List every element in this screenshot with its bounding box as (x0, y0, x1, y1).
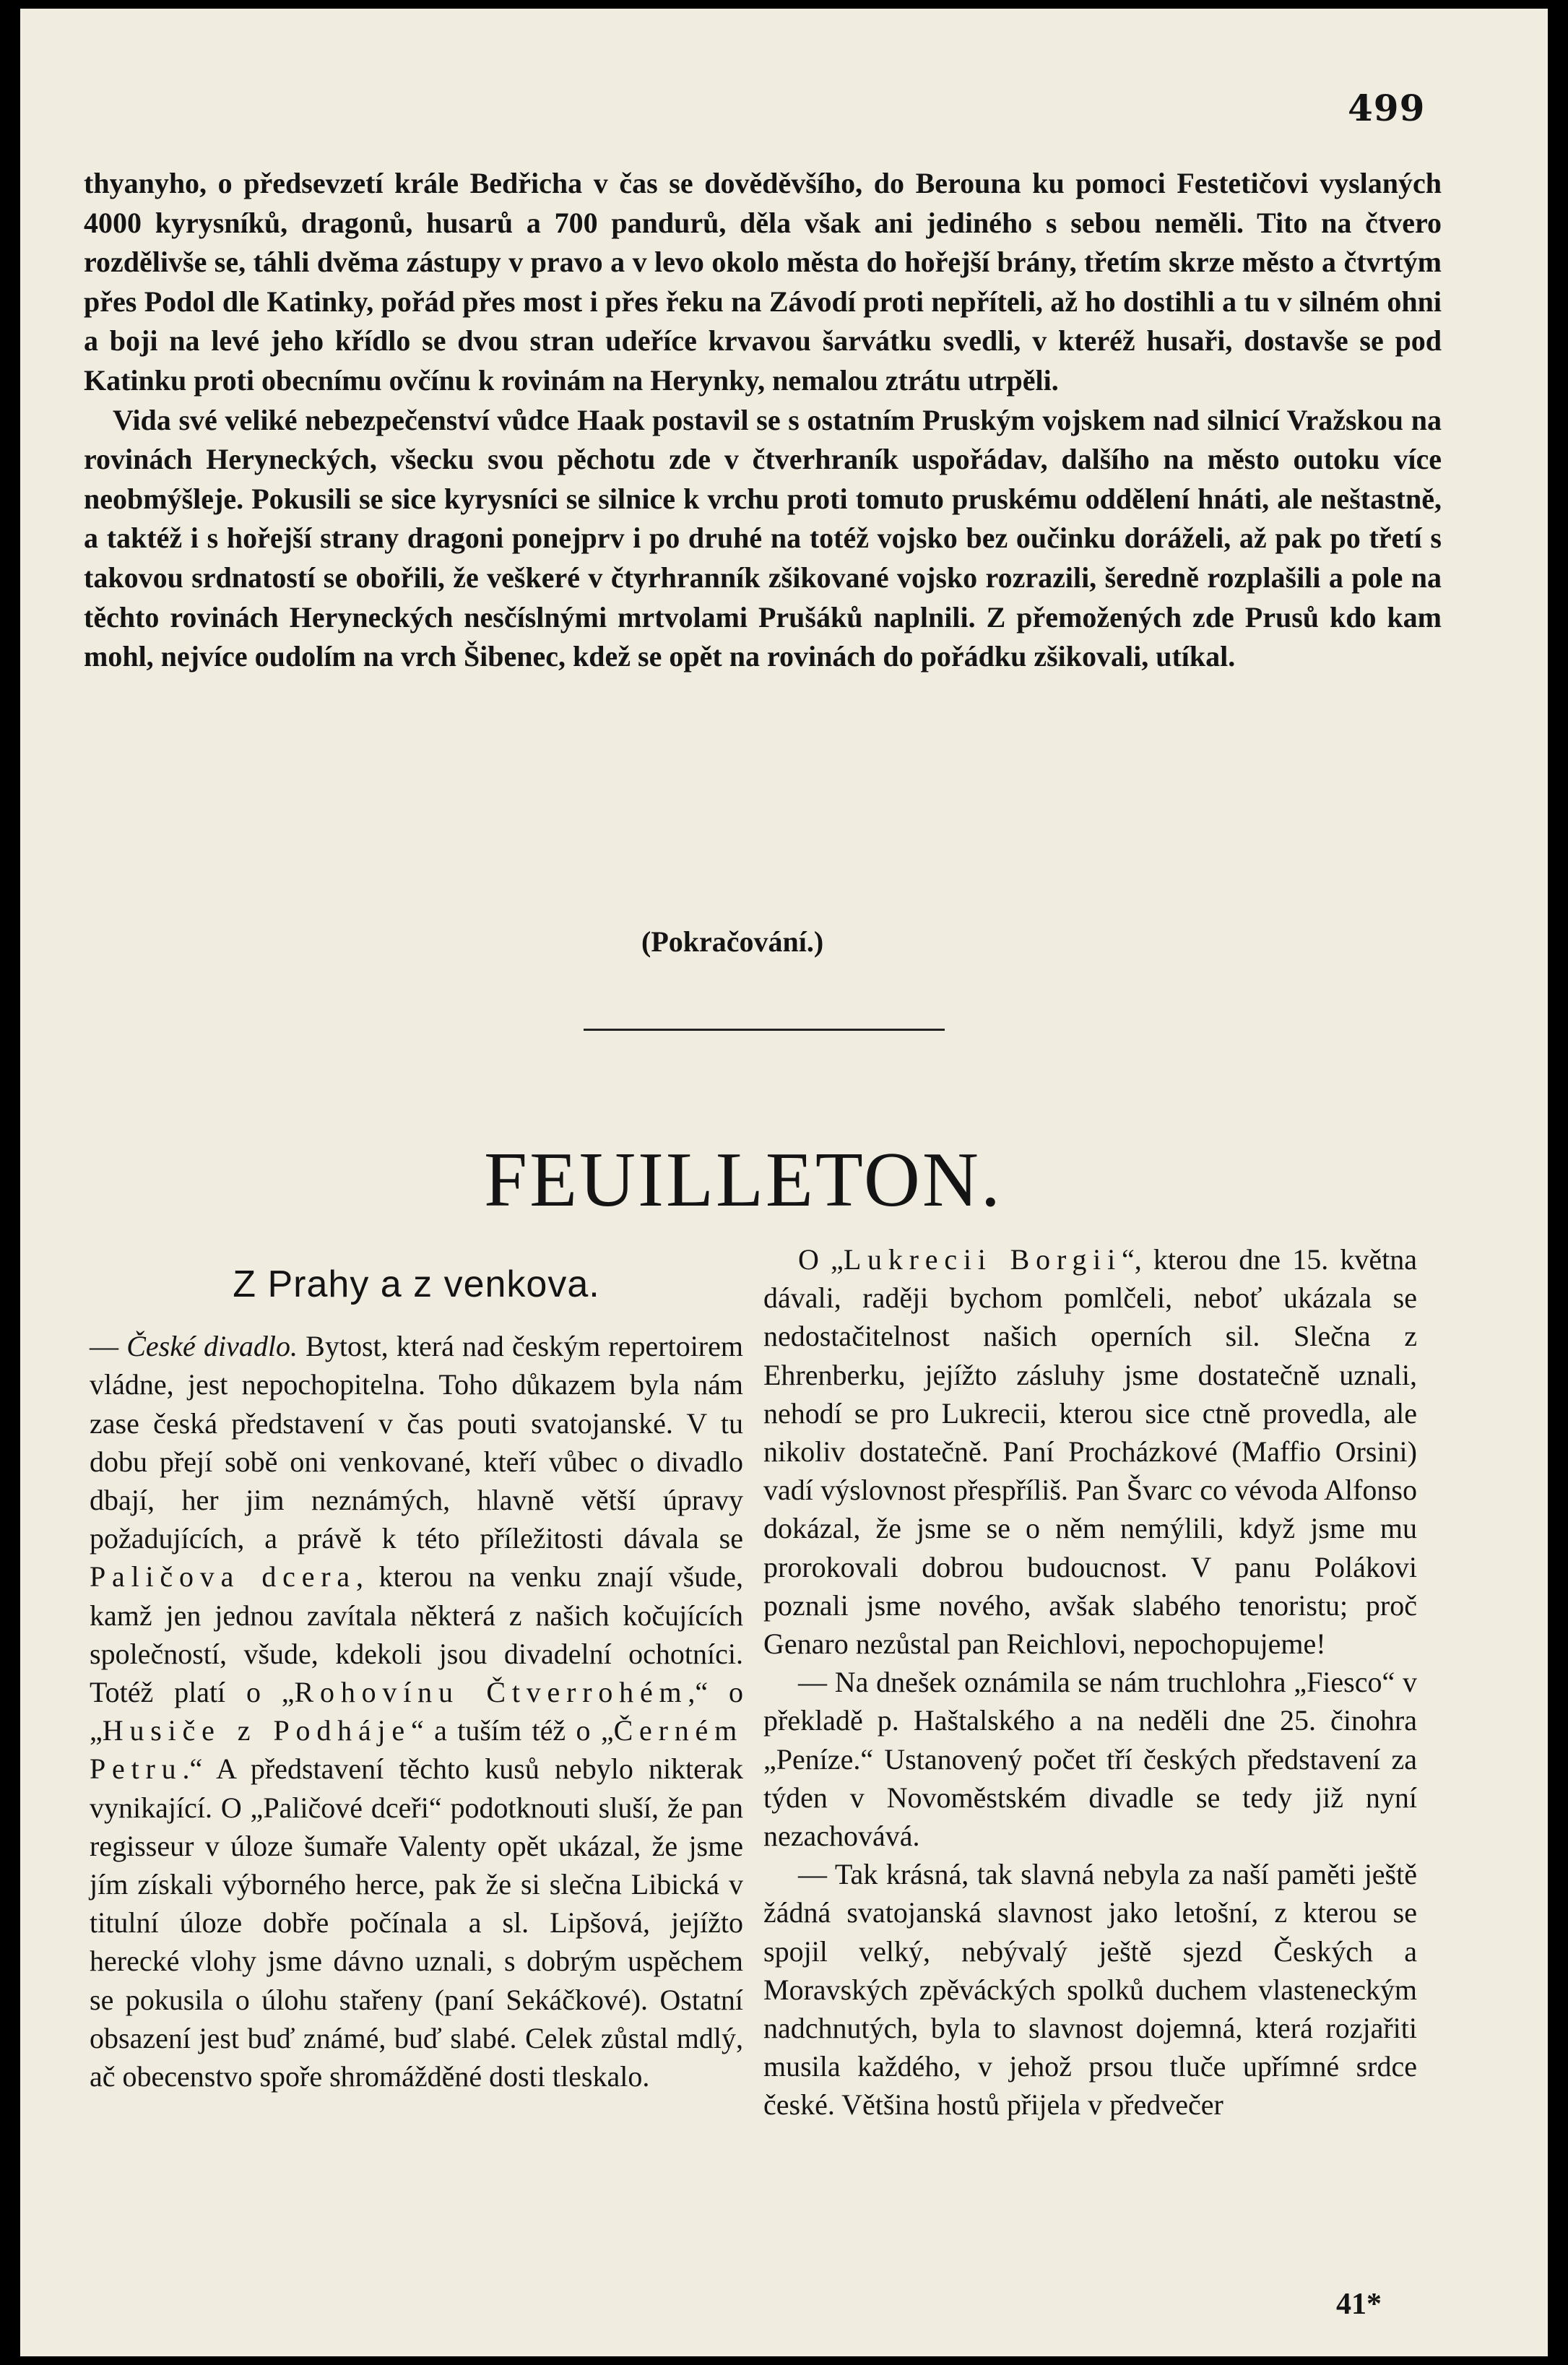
text-run: “ a tuším též o „ (410, 1714, 614, 1747)
play-title: Husiče z Podháje (102, 1714, 411, 1747)
signature-mark: 41* (1336, 2288, 1382, 2321)
history-paragraph-1: thyanyho, o předsevzetí krále Bedřicha v čas se dověděvšího, do Berouna ku pomoci Festetičovi vyslaných 4000 kyrysníků, dragonů, husarů a 700 pandurů, děla však ani jediného s sebou neměli. Tito na čtvero rozdělivše se, táhli dvěma zástupy v pravo a v levo okolo města do hořejší brány, třetím skrze město a čtvrtým přes Podol dle Katinky, pořád přes most i přes řeku na Závodí proti nepříteli, až ho dostihli a tu v silném ohni a boji na levé jeho křídlo se dvou stran udeříce krvavou šarvátku svedli, v kteréž husaři, dostavše se pod Katinku proti obecnímu ovčínu k rovinám na Herynky, nemalou ztrátu utrpěli. (84, 167, 1442, 397)
history-paragraph-2: Vida své veliké nebezpečenství vůdce Haak postavil se s ostatním Pruským vojskem nad silnicí Vražskou na rovinách Heryneckých, všecku svou pěchotu zde v čtverhraník uspořádav, dalšího na město outoku více neobmýšleje. Pokusili se sice kyrysníci se silnice k vrchu proti tomuto pruskému oddělení hnáti, ale neštastně, a taktéž i s hořejší strany dragoni ponejprv i po druhé na totéž vojsko bez oučinku doráželi, až pak po třetí s takovou srdnatostí se obořili, že veškeré v čtyrhranník zšikované vojsko rozrazili, šeredně rozplašili a pole na těchto rovinách Heryneckých nesčíslnými mrtvolami Prušáků naplnili. Z přemožených zde Prusů kdo kam mohl, nejvíce oudolím na vrch Šibenec, kdež se opět na rovinách do pořádku zšikovali, utíkal. (84, 403, 1442, 673)
play-title: Černém Petru (90, 1714, 743, 1786)
theatre-paragraph (90, 1327, 743, 2096)
section-divider (584, 1029, 945, 1031)
continued-note: (Pokračování.) (641, 925, 824, 958)
dash: — (90, 1330, 127, 1363)
section-title: Z Prahy a z venkova. (233, 1263, 600, 1305)
text-run: .“ A představení těchto kusů nebylo nikterak vynikající. O „Paličové dceři“ podotknouti sluší, že pan regisseur v úloze šumaře Valenty opět ukázal, že jsme jím získali výborného herce, pak že si slečna Libická v titulní úloze dobře počínala a sl. Lipšová, jejížto herecké vlohy jsme dávno uznali, s dobrým uspěchem se pokusila o úlohu stařeny (paní Sekáčkové). Ostatní obsazení jest buď známé, buď slabé. Celek zůstal mdlý, ač obecenstvo spoře shromážděné dosti tleskalo. (90, 1752, 743, 2093)
play-title: Paličova dcera (90, 1560, 356, 1594)
right-column (763, 1240, 1417, 2124)
history-article (84, 164, 1442, 677)
text-run: O „ (798, 1243, 844, 1276)
feuilleton-heading: FEUILLETON. (484, 1137, 1002, 1223)
text-run: “, kterou dne 15. května dávali, raději bychom pomlčeli, neboť ukázala se nedostačitelnost našich operních sil. Slečna z Ehrenberku, jejížto zásluhy jsme dostatečně uznali, nehodí se pro Lukrecii, kterou sice ctně provedla, ale nikoliv dostatečně. Paní Procházkové (Maffio Orsini) vadí výslovnost přespříliš. Pan Švarc co vévoda Alfonso dokázal, že jsme se o něm nemýlili, když jsme mu prorokovali dobrou budoucnost. V panu Polákovi poznali jsme nového, avšak slabého tenoristu; proč Genaro nezůstal pan Reichlovi, nepochopujeme! (763, 1243, 1417, 1661)
theatre-label: České divadlo. (126, 1330, 298, 1363)
text-run: Bytost, která nad českým repertoirem vládne, jest nepochopitelna. Toho důkazem byla nám zase česká představení v čas pouti svatojanské. V tu dobu přejí sobě oni venkované, kteří vůbec o divadlo dbají, her jim neznámých, hlavně větší úpravy požadujících, a právě k této příležitosti dávala se (90, 1330, 743, 1555)
festival-paragraph: — Tak krásná, tak slavná nebyla za naší paměti ještě žádná svatojanská slavnost jako letošní, z kterou se spojil velký, nebývalý ještě sjezd Českých a Moravských zpěváckých spolků duchem vlasteneckým nadchnutých, byla to slavnost dojemná, která rozjařiti musila každého, v jehož prsou tluče upřímné srdce české. Většina hostů přijela v předvečer (763, 1858, 1417, 2122)
page-number: 499 (1348, 87, 1426, 129)
play-title: Rohovínu Čtverrohém (294, 1676, 688, 1709)
fiesco-paragraph: — Na dnešek oznámila se nám truchlohra „Fiesco“ v překladě p. Haštalského a na neděli dne 25. činohra „Peníze.“ Ustanovený počet tří českých představení za týden v Novoměstském divadle se tedy již nyní nezachovává. (763, 1666, 1417, 1853)
newspaper-page (20, 9, 1548, 2356)
left-column (90, 1237, 743, 2096)
text-run: ,“ o „ (90, 1676, 743, 1747)
opera-paragraph (763, 1240, 1417, 1663)
opera-title: Lukrecii Borgii (843, 1243, 1122, 1276)
text-run: , kterou na venku znají všude, kamž jen jednou zavítala některá z našich kočujících společností, všude, kdekoli jsou divadelní ochotníci. Totéž platí o „ (90, 1560, 743, 1709)
